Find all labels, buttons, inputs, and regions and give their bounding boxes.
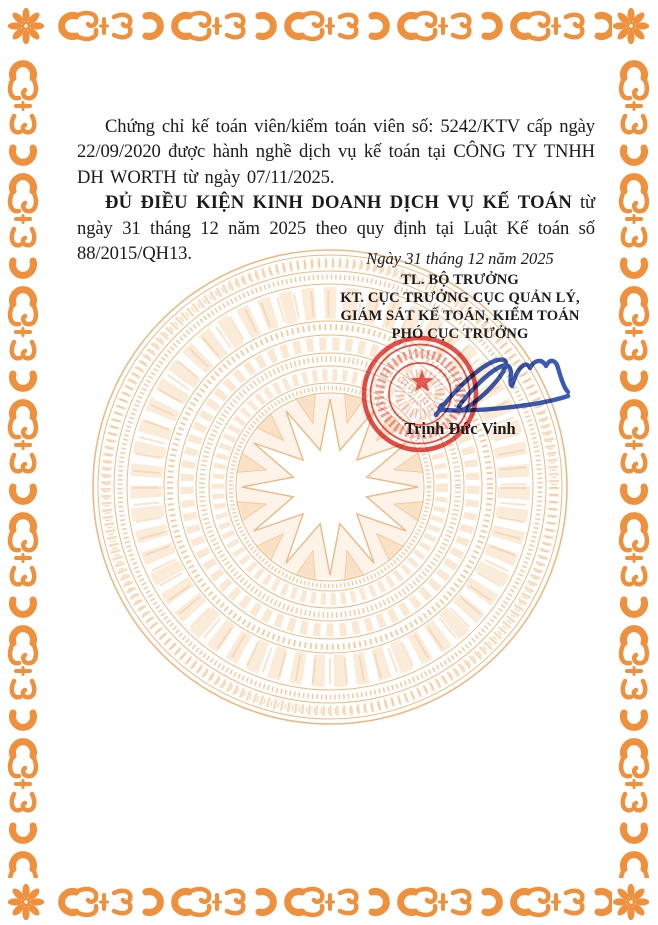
border-corner-rosette-icon (8, 8, 44, 44)
handwritten-signature (408, 336, 588, 431)
signature-block (310, 249, 610, 343)
border-edge-right (618, 48, 650, 878)
signer-position: PHÓ CỤC TRƯỞNG (391, 326, 529, 342)
certificate-text (77, 114, 595, 266)
eligibility-statement-bold: ĐỦ ĐIỀU KIỆN KINH DOANH DỊCH VỤ KẾ TOÁN (105, 192, 572, 214)
signer-title-line2: GIÁM SÁT KẾ TOÁN, KIỂM TOÁN (340, 308, 580, 324)
border-corner-rosette-icon (613, 884, 649, 920)
paragraph-certificate-info (77, 114, 595, 190)
border-corner-rosette-icon (8, 884, 44, 920)
signer-delegation: TL. BỘ TRƯỞNG (401, 272, 519, 288)
border-edge-top (46, 10, 612, 42)
border-edge-bottom (46, 886, 612, 918)
signer-name: Trịnh Đức Vinh (404, 419, 516, 438)
eligibility-statement-rest: từ ngày 31 tháng 12 năm 2025 theo quy định tại Luật Kế toán số 88/2015/QH13. (77, 192, 595, 265)
signing-date-line: Ngày 31 tháng 12 năm 2025 (366, 249, 554, 268)
border-corner-rosette-icon (613, 8, 649, 44)
signer-title-line1: KT. CỤC TRƯỞNG CỤC QUẢN LÝ, (340, 290, 580, 306)
certificate-info-text: Chứng chỉ kế toán viên/kiểm toán viên số: 5242/KTV cấp ngày 22/09/2020 được hành nghề dịch vụ kế toán tại CÔNG TY TNHH DH WORTH từ ngày 07/11/2025. (77, 116, 595, 188)
border-edge-left (7, 48, 39, 878)
